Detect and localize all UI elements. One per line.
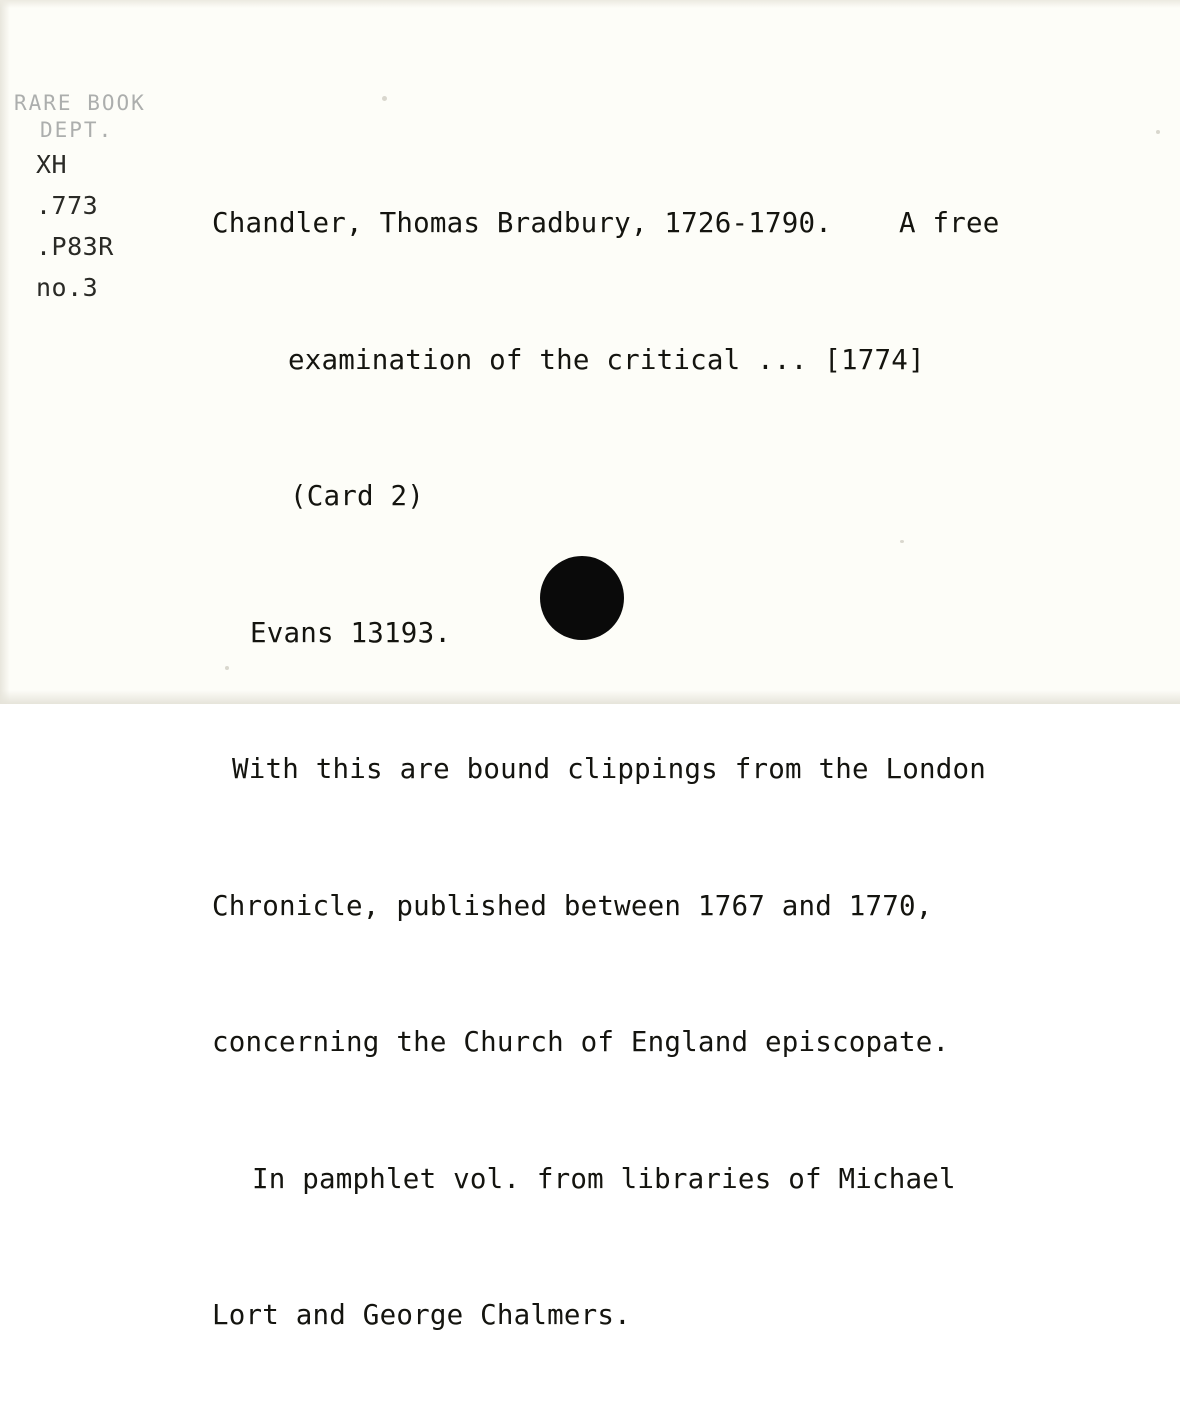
record-line-evans-reference: Evans 13193.: [250, 616, 452, 649]
bibliographic-record: [212, 110, 1162, 1408]
call-number-block: [14, 90, 194, 308]
punch-hole: [540, 556, 624, 640]
record-line-note-2a: In pamphlet vol. from libraries of Michael: [252, 1162, 956, 1195]
record-line-note-1c: concerning the Church of England episcopate.: [212, 1026, 950, 1058]
rare-book-stamp-line-2: DEPT.: [40, 118, 114, 142]
record-line-main-entry: Chandler, Thomas Bradbury, 1726-1790. A free: [212, 207, 1000, 239]
scan-speck: [900, 540, 904, 543]
scan-speck: [382, 96, 387, 101]
record-line-card-number: (Card 2): [290, 480, 425, 512]
scan-speck: [225, 666, 229, 670]
record-line-note-1a: With this are bound clippings from the London: [232, 753, 987, 785]
call-number-line-2: .773: [36, 191, 99, 220]
record-line-note-2b: Lort and George Chalmers.: [212, 1299, 631, 1331]
record-line-title: examination of the critical ... [1774]: [288, 343, 925, 376]
call-number-line-4: no.3: [36, 273, 99, 302]
scan-speck: [1156, 130, 1160, 134]
rare-book-stamp-line-1: RARE BOOK: [14, 91, 146, 115]
call-number-line-1: XH: [36, 150, 68, 179]
call-number-line-3: .P83R: [36, 232, 114, 261]
record-line-note-1b: Chronicle, published between 1767 and 1770,: [212, 889, 933, 922]
paper-edge-left: [0, 0, 10, 704]
paper-edge-top: [0, 0, 1180, 8]
